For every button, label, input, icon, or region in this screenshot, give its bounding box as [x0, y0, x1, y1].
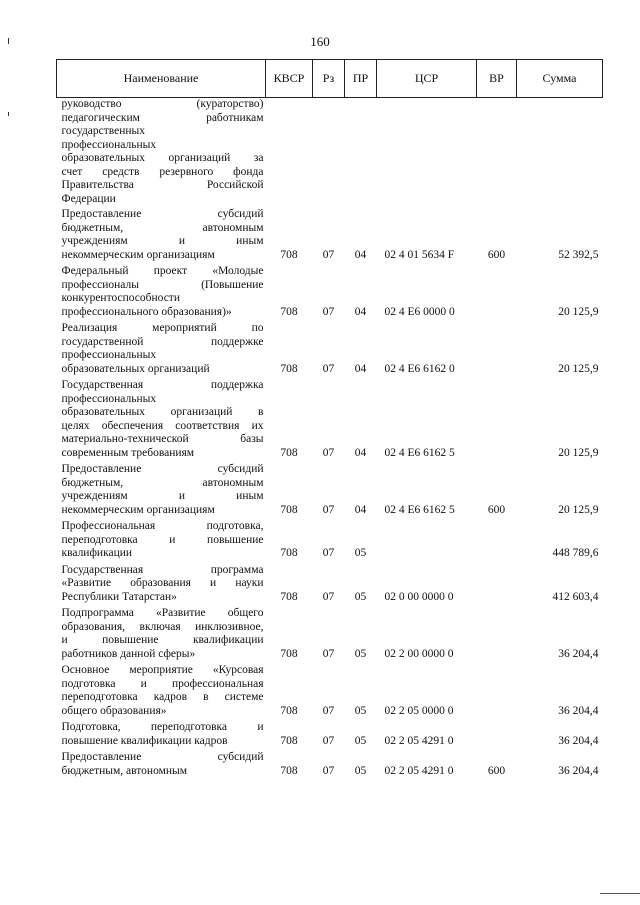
row-rz: 07: [322, 704, 335, 717]
row-rz: 07: [322, 734, 335, 747]
row-vr: [477, 319, 517, 376]
row-name: [57, 206, 266, 262]
row-rz: 07: [322, 547, 335, 559]
row-pr: 04: [354, 362, 367, 375]
row-sum: 36 204,4: [558, 734, 599, 747]
table-row: [57, 561, 603, 605]
row-sum: [517, 98, 603, 207]
column-header-sum: Сумма: [517, 60, 603, 98]
row-csr: 02 2 05 4291 0: [384, 764, 454, 777]
table-row: [57, 661, 603, 718]
row-kvsr: 708: [280, 503, 298, 516]
row-vr: 600: [487, 248, 506, 261]
row-pr: 05: [354, 590, 367, 603]
row-sum: 20 125,9: [558, 362, 599, 375]
row-name-line: Профессиональная подготовка,: [61, 520, 264, 532]
row-name-line: профессионального образования)»: [61, 305, 232, 318]
row-name-line: профессиональных: [61, 349, 157, 361]
row-name-line: счет средств резервного фонда: [61, 165, 264, 178]
row-name-line: Государственная программа: [61, 563, 264, 576]
row-rz: 07: [322, 305, 335, 318]
row-csr: [377, 98, 477, 207]
row-name-line: Реализация мероприятий по: [61, 322, 264, 334]
row-rz: 07: [322, 590, 335, 603]
table-row: [57, 460, 603, 517]
column-header-name: Наименование: [57, 60, 266, 98]
row-pr: [345, 98, 377, 207]
row-kvsr: [266, 98, 313, 207]
row-kvsr: 708: [280, 764, 298, 777]
row-csr: 02 2 00 0000 0: [384, 647, 454, 660]
row-name-line: и повышение квалификации: [61, 634, 264, 646]
row-name-line: профессионалы (Повышение: [61, 278, 264, 291]
row-rz: 07: [322, 764, 335, 777]
row-kvsr: 708: [280, 248, 298, 261]
row-name: [57, 319, 266, 376]
row-kvsr: 708: [280, 446, 298, 459]
budget-table: [56, 59, 603, 778]
row-name-line: образования, включая инклюзивное,: [61, 620, 264, 633]
row-name-line: бюджетным, автономным: [61, 476, 264, 489]
row-name-line: бюджетным, автономным: [61, 764, 188, 777]
row-name-line: государственных: [61, 125, 146, 137]
row-name-line: подготовка и профессиональная: [61, 677, 264, 690]
row-name: [57, 748, 266, 778]
table-body: [57, 98, 603, 779]
row-name: [57, 517, 266, 561]
row-name-line: педагогическим работникам: [61, 111, 264, 124]
row-name-line: образовательных организаций: [61, 362, 210, 375]
row-rz: 07: [322, 503, 335, 516]
margin-line: [8, 38, 9, 44]
table-row: [57, 604, 603, 661]
column-header-kvsr: КВСР: [266, 60, 313, 98]
row-sum: 36 204,4: [558, 647, 599, 660]
row-name-line: повышение квалификации кадров: [61, 734, 228, 747]
row-name-line: квалификации: [61, 547, 133, 559]
row-name-line: Подпрограмма «Развитие общего: [61, 607, 264, 619]
row-rz: 07: [322, 362, 335, 375]
row-vr: [477, 517, 517, 561]
row-name: [57, 718, 266, 748]
row-name-line: учреждениям и иным: [61, 490, 264, 502]
table-row: [57, 206, 603, 262]
row-name-line: Государственная поддержка: [61, 379, 264, 391]
row-vr: [477, 262, 517, 319]
row-name: [57, 262, 266, 319]
row-name: [57, 604, 266, 661]
row-name-line: конкурентоспособности: [61, 292, 180, 304]
row-name-line: современным требованиям: [61, 446, 195, 459]
row-name-line: целях обеспечения соответствия их: [61, 419, 264, 432]
row-name-line: некоммерческим организациям: [61, 248, 215, 261]
row-name-line: Подготовка, переподготовка и: [61, 721, 264, 733]
row-pr: 05: [354, 764, 367, 777]
row-name-line: Основное мероприятие «Курсовая: [61, 664, 264, 676]
row-csr: 02 2 05 0000 0: [384, 704, 454, 717]
row-name-line: государственной поддержке: [61, 335, 264, 348]
table-row: [57, 376, 603, 460]
row-name-line: Предоставление субсидий: [61, 208, 264, 220]
row-csr: 02 4 E6 6162 5: [384, 446, 455, 459]
table-row: [57, 262, 603, 319]
row-name-line: некоммерческим организациям: [61, 503, 215, 516]
row-sum: 412 603,4: [552, 590, 599, 603]
row-name-line: образовательных организаций в: [61, 406, 264, 418]
row-name-line: работников данной сферы»: [61, 647, 196, 660]
page-number: 160: [310, 34, 330, 49]
table-row: [57, 748, 603, 778]
row-name-line: образовательных организаций за: [61, 152, 264, 164]
column-header-csr: ЦСР: [377, 60, 477, 98]
row-pr: 05: [354, 704, 367, 717]
row-sum: 52 392,5: [558, 248, 599, 261]
row-vr: [477, 376, 517, 460]
row-rz: 07: [322, 647, 335, 660]
row-name-line: учреждениям и иным: [61, 235, 264, 247]
row-sum: 20 125,9: [558, 305, 599, 318]
row-csr: 02 4 E6 6162 5: [384, 503, 455, 516]
row-sum: 448 789,6: [552, 547, 599, 559]
row-csr: [377, 517, 477, 561]
row-name-line: бюджетным, автономным: [61, 221, 264, 234]
row-csr: 02 0 00 0000 0: [384, 590, 454, 603]
row-pr: 04: [354, 305, 367, 318]
row-name-line: руководство (кураторство): [61, 98, 264, 110]
row-rz: 07: [322, 248, 335, 261]
row-name-line: переподготовка кадров в системе: [61, 691, 264, 703]
row-vr: [477, 604, 517, 661]
column-header-vr: ВР: [477, 60, 517, 98]
row-kvsr: 708: [280, 734, 298, 747]
row-vr: 600: [487, 503, 506, 516]
row-vr: [477, 661, 517, 718]
row-name-line: профессиональных: [61, 392, 157, 405]
table-row: [57, 319, 603, 376]
row-sum: 36 204,4: [558, 704, 599, 717]
row-kvsr: 708: [280, 305, 298, 318]
row-sum: 36 204,4: [558, 764, 599, 777]
margin-line: [8, 112, 9, 116]
row-sum: 20 125,9: [558, 503, 599, 516]
column-header-pr: ПР: [345, 60, 377, 98]
row-pr: 04: [354, 446, 367, 459]
row-name: [57, 376, 266, 460]
row-name-line: общего образования»: [61, 704, 167, 717]
row-csr: 02 2 05 4291 0: [384, 734, 454, 747]
row-vr: [477, 718, 517, 748]
row-name-line: профессиональных: [61, 138, 157, 151]
row-rz: [313, 98, 345, 207]
page-edge-mark: [600, 893, 640, 894]
row-name-line: Предоставление субсидий: [61, 463, 264, 475]
row-kvsr: 708: [280, 547, 298, 559]
row-pr: 04: [354, 503, 367, 516]
row-name-line: Федеральный проект «Молодые: [61, 265, 264, 277]
row-sum: 20 125,9: [558, 446, 599, 459]
row-name-line: Федерации: [61, 192, 116, 205]
row-pr: 05: [354, 547, 367, 559]
row-csr: 02 4 01 5634 F: [384, 248, 455, 261]
row-pr: 05: [354, 647, 367, 660]
row-pr: 05: [354, 734, 367, 747]
table-row: [57, 718, 603, 748]
row-name-line: материально-технической базы: [61, 433, 264, 445]
row-kvsr: 708: [280, 590, 298, 603]
row-csr: 02 4 E6 0000 0: [384, 305, 455, 318]
row-rz: 07: [322, 446, 335, 459]
row-name: [57, 98, 266, 207]
row-name-line: переподготовка и повышение: [61, 533, 264, 546]
row-vr: [477, 561, 517, 605]
table-row: [57, 517, 603, 561]
row-csr: 02 4 E6 6162 0: [384, 362, 455, 375]
row-kvsr: 708: [280, 704, 298, 717]
table-row: [57, 98, 603, 207]
row-name-line: Предоставление субсидий: [61, 751, 264, 763]
row-kvsr: 708: [280, 647, 298, 660]
row-vr: [477, 98, 517, 207]
row-pr: 04: [354, 248, 367, 261]
row-name: [57, 460, 266, 517]
column-header-rz: Рз: [313, 60, 345, 98]
row-name-line: Правительства Российской: [61, 179, 264, 191]
row-name: [57, 661, 266, 718]
row-name-line: «Развитие образования и науки: [61, 577, 264, 589]
table-header: [57, 60, 603, 98]
row-name: [57, 561, 266, 605]
row-kvsr: 708: [280, 362, 298, 375]
row-name-line: Республики Татарстан»: [61, 590, 177, 603]
row-vr: 600: [487, 764, 506, 777]
